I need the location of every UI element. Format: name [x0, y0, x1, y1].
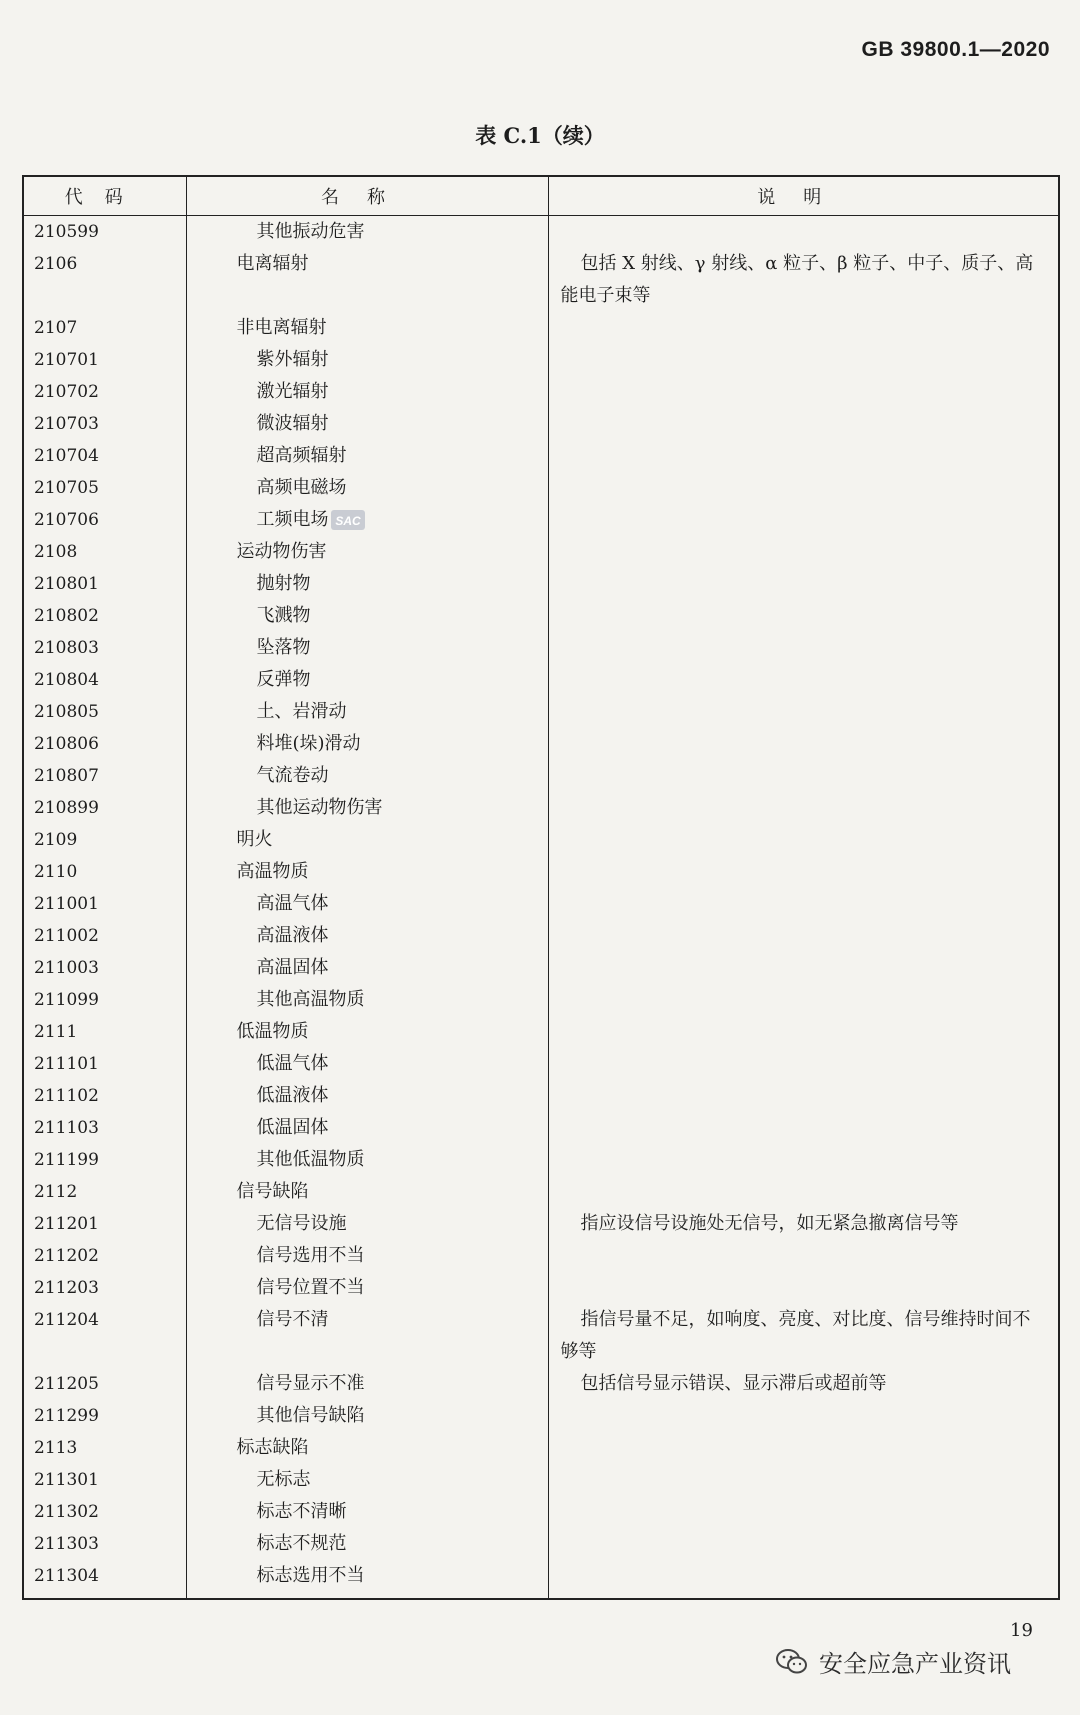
- cell-description: [548, 856, 1058, 888]
- cell-name-text: 其他高温物质: [256, 989, 365, 1010]
- cell-name-text: 高频电磁场: [256, 477, 347, 498]
- cell-description: [548, 1496, 1058, 1528]
- cell-code: 210802: [34, 606, 99, 626]
- cell-description: [548, 1144, 1058, 1176]
- cell-name-text: 无标志: [256, 1469, 311, 1490]
- cell-name-text: 低温物质: [236, 1021, 309, 1042]
- cell-name: [186, 504, 548, 536]
- svg-text:SAC: SAC: [334, 514, 361, 528]
- cell-name-text: 其他振动危害: [256, 221, 365, 242]
- cell-code: 210807: [34, 766, 99, 786]
- cell-name: [186, 1368, 548, 1400]
- cell-name-text: 信号选用不当: [256, 1245, 365, 1266]
- cell-name: [186, 440, 548, 472]
- cell-name-text: 明火: [236, 829, 273, 850]
- cell-description: [548, 312, 1058, 344]
- table-row: [24, 792, 1058, 824]
- table-row: [24, 216, 1058, 249]
- cell-name-text: 其他信号缺陷: [256, 1405, 365, 1426]
- cell-description: [548, 1176, 1058, 1208]
- cell-name-text: 低温固体: [256, 1117, 329, 1138]
- cell-name-text: 坠落物: [256, 637, 311, 658]
- cell-code: 211204: [34, 1310, 99, 1330]
- cell-code: 2111: [34, 1022, 78, 1042]
- hazard-code-table: [22, 175, 1060, 1600]
- cell-name: [186, 568, 548, 600]
- cell-description: [548, 1272, 1058, 1304]
- cell-code: 211303: [34, 1534, 99, 1554]
- cell-description: [548, 696, 1058, 728]
- table-row: [24, 1464, 1058, 1496]
- cell-description: [548, 1048, 1058, 1080]
- cell-code: 211304: [34, 1566, 99, 1586]
- table-row: [24, 1304, 1058, 1368]
- cell-name-text: 微波辐射: [256, 413, 329, 434]
- cell-name-text: 高温物质: [236, 861, 309, 882]
- cell-description: 指信号量不足，如响度、亮度、对比度、信号维持时间不够等: [548, 1304, 1058, 1368]
- cell-code: 211102: [34, 1086, 99, 1106]
- page-number: 19: [1010, 1620, 1033, 1641]
- cell-description: [548, 600, 1058, 632]
- cell-code: 211301: [34, 1470, 99, 1490]
- cell-name: [186, 792, 548, 824]
- table-row: [24, 408, 1058, 440]
- cell-name-text: 反弹物: [256, 669, 311, 690]
- cell-code: 210804: [34, 670, 99, 690]
- cell-name: [186, 760, 548, 792]
- column-header-code: 代码: [24, 177, 186, 216]
- cell-name: [186, 1208, 548, 1240]
- cell-code: 211202: [34, 1246, 99, 1266]
- cell-description: 包括信号显示错误、显示滞后或超前等: [548, 1368, 1058, 1400]
- cell-name-text: 工频电场: [256, 509, 329, 530]
- table-row: [24, 312, 1058, 344]
- cell-name: [186, 1528, 548, 1560]
- cell-description: [548, 1528, 1058, 1560]
- table-row: [24, 1272, 1058, 1304]
- cell-name-text: 标志缺陷: [236, 1437, 309, 1458]
- cell-name-text: 其他运动物伤害: [256, 797, 383, 818]
- cell-name: [186, 312, 548, 344]
- cell-code: 211101: [34, 1054, 99, 1074]
- standard-code: GB 39800.1—2020: [861, 38, 1050, 61]
- cell-code: 210806: [34, 734, 99, 754]
- cell-description: [548, 632, 1058, 664]
- cell-name-text: 高温液体: [256, 925, 329, 946]
- cell-name-text: 低温液体: [256, 1085, 329, 1106]
- cell-name-text: 高温固体: [256, 957, 329, 978]
- table-row: [24, 1560, 1058, 1598]
- cell-name-text: 无信号设施: [256, 1213, 347, 1234]
- table-row: [24, 600, 1058, 632]
- cell-code: 211203: [34, 1278, 99, 1298]
- table-row: [24, 760, 1058, 792]
- table-row: [24, 984, 1058, 1016]
- cell-code: 2109: [34, 830, 78, 850]
- cell-code: 211205: [34, 1374, 99, 1394]
- cell-name-text: 其他低温物质: [256, 1149, 365, 1170]
- table-row: [24, 440, 1058, 472]
- cell-name: [186, 1144, 548, 1176]
- cell-description: [548, 824, 1058, 856]
- cell-name: [186, 408, 548, 440]
- cell-name-text: 土、岩滑动: [256, 701, 347, 722]
- table-row: [24, 1144, 1058, 1176]
- cell-code: 2106: [34, 254, 78, 274]
- cell-description: [548, 984, 1058, 1016]
- cell-name: [186, 1240, 548, 1272]
- table-row: [24, 1400, 1058, 1432]
- cell-code: 211099: [34, 990, 99, 1010]
- cell-name-text: 标志不清晰: [256, 1501, 347, 1522]
- cell-description: [548, 472, 1058, 504]
- cell-code: 210703: [34, 414, 99, 434]
- cell-name: [186, 1176, 548, 1208]
- cell-description: [548, 728, 1058, 760]
- cell-name-text: 紫外辐射: [256, 349, 329, 370]
- cell-name: [186, 856, 548, 888]
- cell-description: [548, 1240, 1058, 1272]
- cell-name: [186, 984, 548, 1016]
- table-row: [24, 632, 1058, 664]
- cell-code: 210702: [34, 382, 99, 402]
- cell-name: [186, 600, 548, 632]
- cell-description: [548, 216, 1058, 249]
- cell-name-text: 高温气体: [256, 893, 329, 914]
- cell-name: [186, 1464, 548, 1496]
- cell-name: [186, 664, 548, 696]
- table-title: 表 C.1（续）: [475, 123, 605, 148]
- cell-name: [186, 376, 548, 408]
- table-row: [24, 1432, 1058, 1464]
- cell-code: 2112: [34, 1182, 78, 1202]
- cell-code: 211003: [34, 958, 99, 978]
- cell-name: [186, 1112, 548, 1144]
- cell-name-text: 电离辐射: [236, 253, 309, 274]
- cell-name: [186, 1304, 548, 1368]
- cell-name-text: 标志不规范: [256, 1533, 347, 1554]
- cell-name-text: 低温气体: [256, 1053, 329, 1074]
- cell-name-text: 激光辐射: [256, 381, 329, 402]
- cell-description: [548, 1464, 1058, 1496]
- cell-description: [548, 952, 1058, 984]
- table-row: [24, 1016, 1058, 1048]
- cell-description: [548, 536, 1058, 568]
- cell-description: [548, 1560, 1058, 1598]
- cell-name-text: 气流卷动: [256, 765, 329, 786]
- cell-description: [548, 1112, 1058, 1144]
- cell-name: [186, 1432, 548, 1464]
- table-row: [24, 472, 1058, 504]
- cell-name: [186, 728, 548, 760]
- cell-name: [186, 1272, 548, 1304]
- cell-description: [548, 504, 1058, 536]
- table-row: [24, 1048, 1058, 1080]
- table-row: [24, 1368, 1058, 1400]
- cell-name: [186, 1400, 548, 1432]
- table-row: [24, 1528, 1058, 1560]
- cell-name-text: 料堆(垛)滑动: [256, 733, 361, 754]
- cell-description: [548, 440, 1058, 472]
- cell-name: [186, 824, 548, 856]
- cell-name-text: 运动物伤害: [236, 541, 327, 562]
- table-row: [24, 1496, 1058, 1528]
- table-row: [24, 376, 1058, 408]
- table-row: [24, 504, 1058, 536]
- cell-code: 210705: [34, 478, 99, 498]
- cell-description: [548, 568, 1058, 600]
- cell-code: 211001: [34, 894, 99, 914]
- cell-description: [548, 664, 1058, 696]
- cell-name-text: 抛射物: [256, 573, 311, 594]
- cell-name: [186, 1080, 548, 1112]
- table-row: [24, 248, 1058, 312]
- table-row: [24, 1208, 1058, 1240]
- cell-name-text: 超高频辐射: [256, 445, 347, 466]
- cell-code: 2108: [34, 542, 78, 562]
- cell-name-text: 信号缺陷: [236, 1181, 309, 1202]
- table-row: [24, 888, 1058, 920]
- column-header-name: 名称: [186, 177, 548, 216]
- cell-name: [186, 920, 548, 952]
- cell-code: 2110: [34, 862, 78, 882]
- cell-description: [548, 888, 1058, 920]
- table-row: [24, 1240, 1058, 1272]
- cell-description: [548, 344, 1058, 376]
- cell-name: [186, 472, 548, 504]
- cell-name-text: 非电离辐射: [236, 317, 327, 338]
- cell-description: [548, 376, 1058, 408]
- cell-name: [186, 248, 548, 312]
- table-row: [24, 1112, 1058, 1144]
- table-row: [24, 568, 1058, 600]
- cell-code: 210599: [34, 222, 99, 242]
- sac-logo-icon: [331, 508, 365, 532]
- cell-code: 211103: [34, 1118, 99, 1138]
- table-row: [24, 1080, 1058, 1112]
- cell-description: [548, 1432, 1058, 1464]
- cell-code: 210899: [34, 798, 99, 818]
- cell-name-text: 标志选用不当: [256, 1565, 365, 1586]
- cell-description: [548, 792, 1058, 824]
- table-row: [24, 664, 1058, 696]
- cell-description: [548, 1400, 1058, 1432]
- cell-name-text: 飞溅物: [256, 605, 311, 626]
- cell-name: [186, 888, 548, 920]
- cell-code: 210805: [34, 702, 99, 722]
- watermark: [775, 1644, 1011, 1679]
- table-row: [24, 728, 1058, 760]
- table-body: [24, 216, 1058, 1599]
- cell-name: [186, 1048, 548, 1080]
- cell-name: [186, 1560, 548, 1598]
- cell-name: [186, 696, 548, 728]
- cell-name: [186, 1496, 548, 1528]
- cell-name: [186, 632, 548, 664]
- cell-code: 2107: [34, 318, 78, 338]
- cell-name: [186, 952, 548, 984]
- column-header-description: 说明: [548, 177, 1058, 216]
- cell-description: [548, 1016, 1058, 1048]
- table-row: [24, 536, 1058, 568]
- cell-code: 211199: [34, 1150, 99, 1170]
- wechat-icon: [775, 1648, 809, 1676]
- cell-name-text: 信号显示不准: [256, 1373, 365, 1394]
- cell-description: [548, 1080, 1058, 1112]
- table-row: [24, 1176, 1058, 1208]
- cell-code: 210701: [34, 350, 99, 370]
- cell-code: 210803: [34, 638, 99, 658]
- cell-description: [548, 760, 1058, 792]
- cell-code: 211299: [34, 1406, 99, 1426]
- cell-code: 211302: [34, 1502, 99, 1522]
- cell-name: [186, 344, 548, 376]
- table-row: [24, 856, 1058, 888]
- cell-code: 211002: [34, 926, 99, 946]
- watermark-text: 安全应急产业资讯: [819, 1650, 1011, 1678]
- cell-name: [186, 1016, 548, 1048]
- cell-code: 2113: [34, 1438, 78, 1458]
- table-row: [24, 696, 1058, 728]
- table-row: [24, 824, 1058, 856]
- cell-name: [186, 216, 548, 249]
- cell-description: 包括 X 射线、γ 射线、α 粒子、β 粒子、中子、质子、高能电子束等: [548, 248, 1058, 312]
- table-row: [24, 920, 1058, 952]
- table-row: [24, 952, 1058, 984]
- cell-name-text: 信号位置不当: [256, 1277, 365, 1298]
- cell-description: [548, 920, 1058, 952]
- cell-code: 211201: [34, 1214, 99, 1234]
- cell-name-text: 信号不清: [256, 1309, 329, 1330]
- cell-description: [548, 408, 1058, 440]
- table-row: [24, 344, 1058, 376]
- cell-description: 指应设信号设施处无信号，如无紧急撤离信号等: [548, 1208, 1058, 1240]
- cell-code: 210706: [34, 510, 99, 530]
- cell-code: 210704: [34, 446, 99, 466]
- cell-name: [186, 536, 548, 568]
- cell-code: 210801: [34, 574, 99, 594]
- table-header-row: [24, 177, 1058, 216]
